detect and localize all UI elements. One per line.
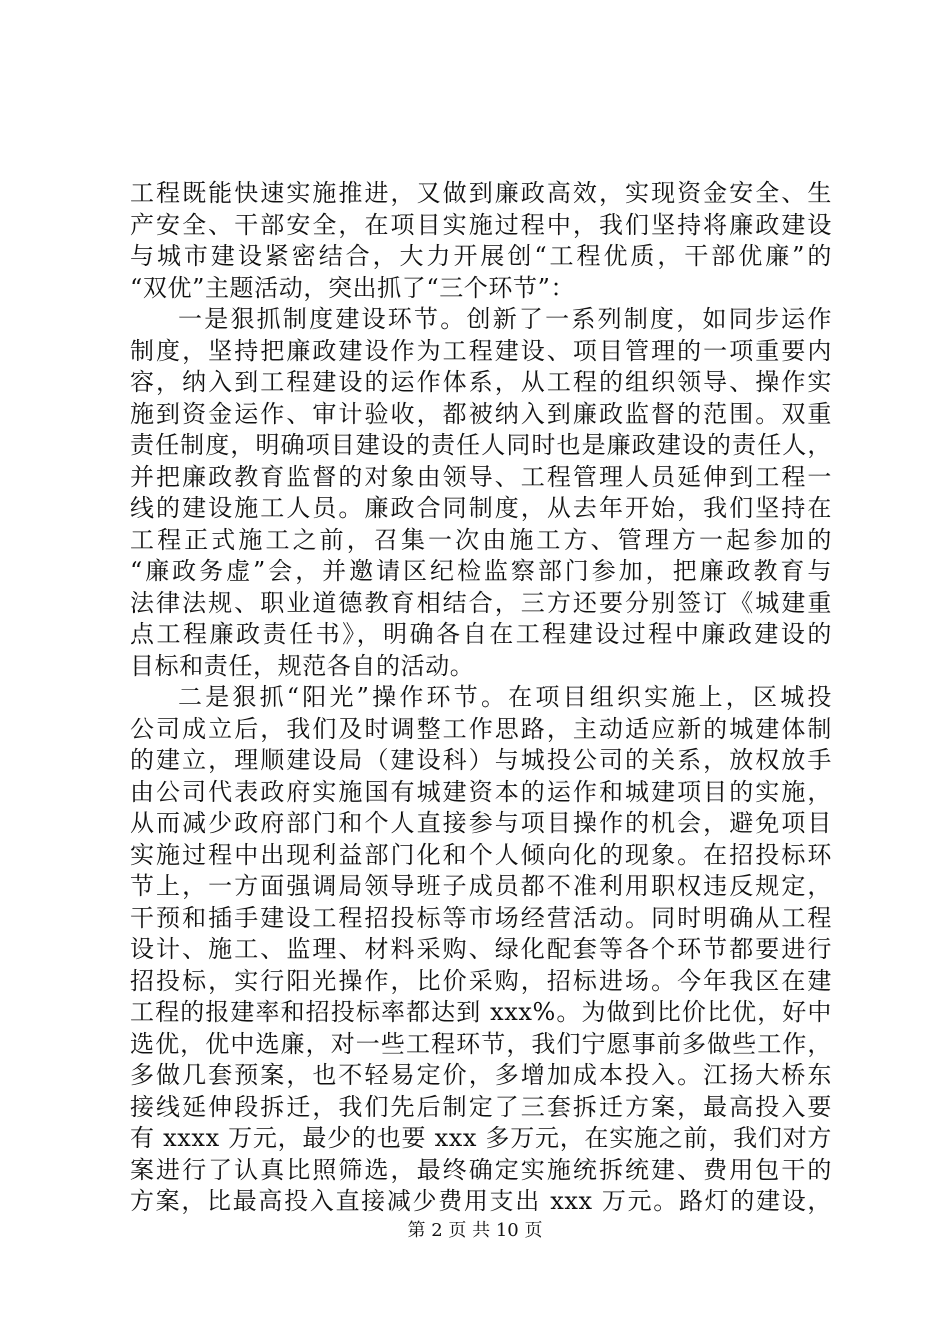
body-text xyxy=(130,178,832,1218)
text-line: 设计、施工、监理、材料采购、绿化配套等各个环节都要进行 xyxy=(130,935,832,963)
text-line: 施到资金运作、审计验收，都被纳入到廉政监督的范围。双重 xyxy=(130,399,832,428)
text-line: 招投标，实行阳光操作，比价采购，招标进场。今年我区在建 xyxy=(130,966,832,995)
text-line: 二是狠抓“阳光”操作环节。在项目组织实施上，区城投 xyxy=(178,683,832,711)
text-line: 由公司代表政府实施国有城建资本的运作和城建项目的实施， xyxy=(130,777,832,806)
text-line: 点工程廉政责任书》，明确各自在工程建设过程中廉政建设的 xyxy=(130,620,832,648)
text-line: 一是狠抓制度建设环节。创新了一系列制度，如同步运作 xyxy=(178,305,832,333)
text-line: 有 xxxx 万元，最少的也要 xxx 多万元，在实施之前，我们对方 xyxy=(130,1124,832,1152)
text-line: 从而减少政府部门和个人直接参与项目操作的机会，避免项目 xyxy=(130,809,832,837)
text-line: 工程的报建率和招投标率都达到 xxx%。为做到比价比优，好中 xyxy=(130,998,832,1026)
text-line: 与城市建设紧密结合，大力开展创“工程优质，干部优廉”的 xyxy=(130,242,832,270)
text-line: 线的建设施工人员。廉政合同制度，从去年开始，我们坚持在 xyxy=(130,494,832,522)
text-line: 多做几套预案，也不轻易定价，多增加成本投入。江扬大桥东 xyxy=(130,1061,832,1089)
text-line: 产安全、干部安全，在项目实施过程中，我们坚持将廉政建设 xyxy=(130,210,832,239)
text-line: 容，纳入到工程建设的运作体系，从工程的组织领导、操作实 xyxy=(130,368,832,396)
text-line: “双优”主题活动，突出抓了“三个环节”： xyxy=(130,273,576,302)
text-line: 法律法规、职业道德教育相结合，三方还要分别签订《城建重 xyxy=(130,588,832,617)
page-footer: 第 2 页 共 10 页 xyxy=(407,1220,543,1241)
text-line: 接线延伸段拆迁，我们先后制定了三套拆迁方案，最高投入要 xyxy=(130,1092,832,1121)
text-line: 工程正式施工之前，召集一次由施工方、管理方一起参加的 xyxy=(130,525,832,554)
text-line: 制度，坚持把廉政建设作为工程建设、项目管理的一项重要内 xyxy=(130,336,832,365)
text-line: 的建立，理顺建设局（建设科）与城投公司的关系，放权放手 xyxy=(130,746,832,774)
text-line: 选优，优中选廉，对一些工程环节，我们宁愿事前多做些工作， xyxy=(130,1029,832,1058)
text-line: 节上，一方面强调局领导班子成员都不准利用职权违反规定， xyxy=(130,872,832,900)
text-line: 并把廉政教育监督的对象由领导、工程管理人员延伸到工程一 xyxy=(130,462,832,491)
text-line: 工程既能快速实施推进，又做到廉政高效，实现资金安全、生 xyxy=(130,179,832,207)
text-line: “廉政务虚”会，并邀请区纪检监察部门参加，把廉政教育与 xyxy=(130,557,832,585)
text-line: 实施过程中出现利益部门化和个人倾向化的现象。在招投标环 xyxy=(130,840,832,869)
text-line: 干预和插手建设工程招投标等市场经营活动。同时明确从工程 xyxy=(130,903,832,932)
text-line: 责任制度，明确项目建设的责任人同时也是廉政建设的责任人， xyxy=(130,431,832,459)
text-line: 公司成立后，我们及时调整工作思路，主动适应新的城建体制 xyxy=(130,714,832,743)
text-line: 目标和责任，规范各自的活动。 xyxy=(130,651,475,680)
text-line: 方案，比最高投入直接减少费用支出 xxx 万元。路灯的建设， xyxy=(130,1187,832,1215)
text-line: 案进行了认真比照筛选，最终确定实施统拆统建、费用包干的 xyxy=(130,1155,832,1184)
